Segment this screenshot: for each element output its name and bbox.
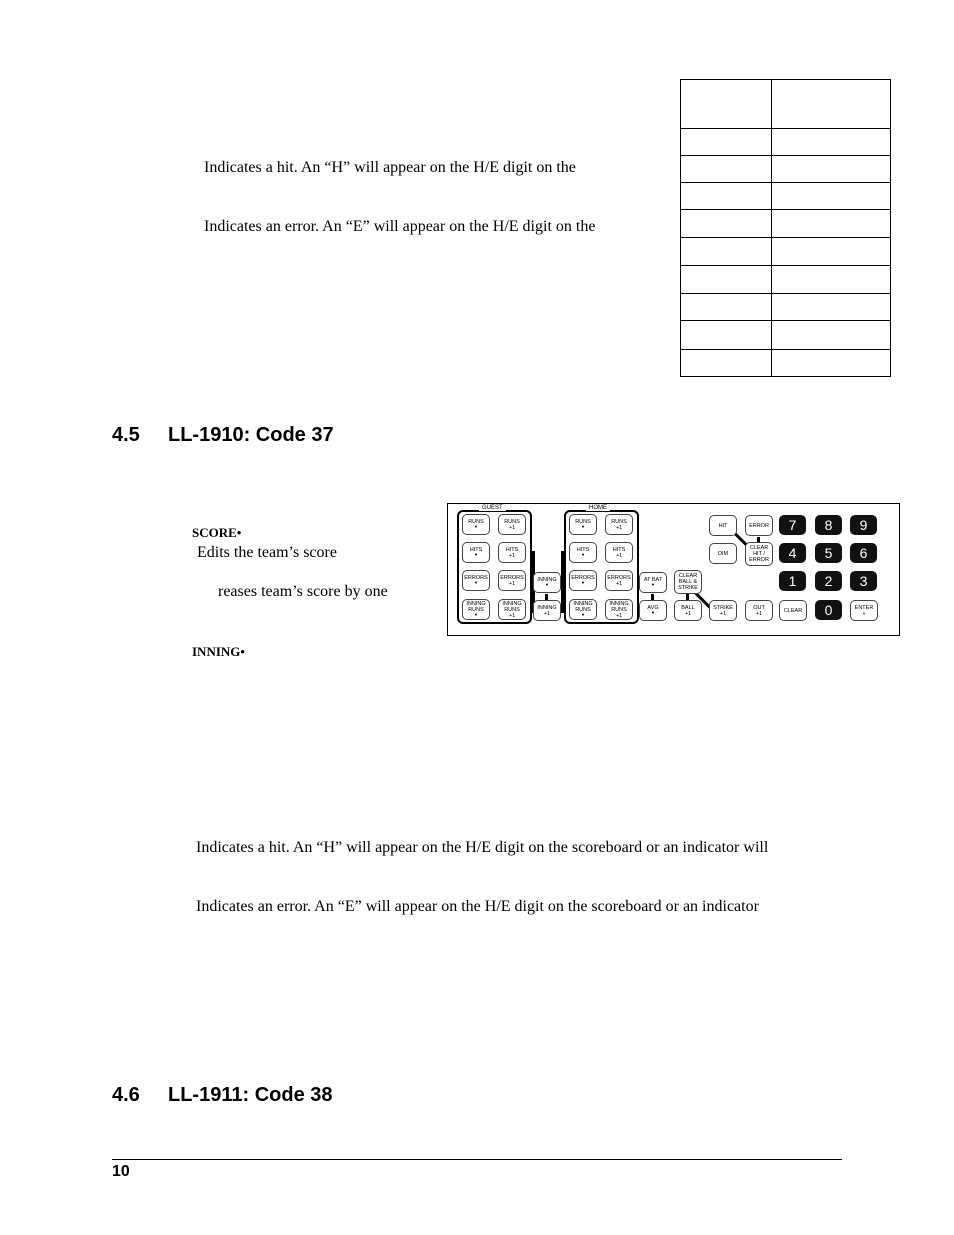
digit-0-button[interactable]: 0 (815, 600, 842, 620)
digit-8-button[interactable]: 8 (815, 515, 842, 535)
page-number: 10 (112, 1163, 130, 1180)
home-inning-runs-button[interactable]: INNING RUNS • (569, 599, 597, 620)
score-label: SCORE• (192, 525, 242, 540)
home-errors-plus-button[interactable]: ERRORS +1 (605, 570, 633, 591)
footer-rule (112, 1159, 842, 1160)
keypad-diagram (447, 503, 900, 636)
clear-button[interactable]: CLEAR (779, 600, 807, 621)
connector-bar (561, 551, 564, 613)
error-button[interactable]: ERROR (745, 515, 773, 536)
inning-button[interactable]: INNING • (533, 572, 561, 593)
out-plus-button[interactable]: OUT +1 (745, 600, 773, 621)
avg-button[interactable]: AVG • (639, 600, 667, 621)
section-title: LL-1911: Code 38 (168, 1084, 333, 1106)
guest-runs-button[interactable]: RUNS • (462, 514, 490, 535)
home-inning-runs-plus-button[interactable]: INNING RUNS +1 (605, 599, 633, 620)
error-description-2: Indicates an error. An “E” will appear on the H/E digit on the scoreboard or an indicator (196, 898, 759, 915)
score-description: Edits the team’s score (197, 544, 337, 561)
home-hits-plus-button[interactable]: HITS +1 (605, 542, 633, 563)
guest-errors-button[interactable]: ERRORS • (462, 570, 490, 591)
digit-2-button[interactable]: 2 (815, 571, 842, 591)
strike-plus-button[interactable]: STRIKE +1 (709, 600, 737, 621)
digit-6-button[interactable]: 6 (850, 543, 877, 563)
guest-runs-plus-button[interactable]: RUNS +1 (498, 514, 526, 535)
digit-1-button[interactable]: 1 (779, 571, 806, 591)
clear-ball-strike-button[interactable]: CLEAR BALL & STRIKE (674, 570, 702, 594)
guest-hits-plus-button[interactable]: HITS +1 (498, 542, 526, 563)
dim-button[interactable]: DIM (709, 543, 737, 564)
home-runs-plus-button[interactable]: RUNS +1 (605, 514, 633, 535)
guest-inning-runs-plus-button[interactable]: INNING RUNS +1 (498, 599, 526, 620)
home-title: HOME (586, 505, 610, 511)
section-heading-4-5 (112, 424, 334, 447)
clear-hit-error-button[interactable]: CLEAR HIT / ERROR (745, 542, 773, 566)
digit-7-button[interactable]: 7 (779, 515, 806, 535)
enter-button[interactable]: ENTER » (850, 600, 878, 621)
hit-description-2: Indicates a hit. An “H” will appear on the H/E digit on the scoreboard or an indicator will (196, 839, 769, 856)
guest-errors-plus-button[interactable]: ERRORS +1 (498, 570, 526, 591)
hit-button[interactable]: HIT (709, 515, 737, 536)
section-number: 4.5 (112, 424, 140, 446)
score-plus-description: reases team’s score by one (218, 583, 388, 600)
ball-plus-button[interactable]: BALL +1 (674, 600, 702, 621)
digit-5-button[interactable]: 5 (815, 543, 842, 563)
digit-3-button[interactable]: 3 (850, 571, 877, 591)
inning-label: INNING• (192, 644, 245, 659)
error-description: Indicates an error. An “E” will appear on the H/E digit on the (204, 218, 596, 235)
section-heading-4-6 (112, 1084, 333, 1107)
reference-table (680, 79, 891, 377)
section-title: LL-1910: Code 37 (168, 424, 334, 446)
digit-9-button[interactable]: 9 (850, 515, 877, 535)
guest-title: GUEST (479, 505, 506, 511)
digit-4-button[interactable]: 4 (779, 543, 806, 563)
at-bat-button[interactable]: AT BAT • (639, 572, 667, 593)
home-hits-button[interactable]: HITS • (569, 542, 597, 563)
inning-plus-button[interactable]: INNING +1 (533, 600, 561, 621)
home-errors-button[interactable]: ERRORS • (569, 570, 597, 591)
home-runs-button[interactable]: RUNS • (569, 514, 597, 535)
section-number: 4.6 (112, 1084, 140, 1106)
hit-description: Indicates a hit. An “H” will appear on the H/E digit on the (204, 159, 576, 176)
guest-inning-runs-button[interactable]: INNING RUNS • (462, 599, 490, 620)
guest-hits-button[interactable]: HITS • (462, 542, 490, 563)
